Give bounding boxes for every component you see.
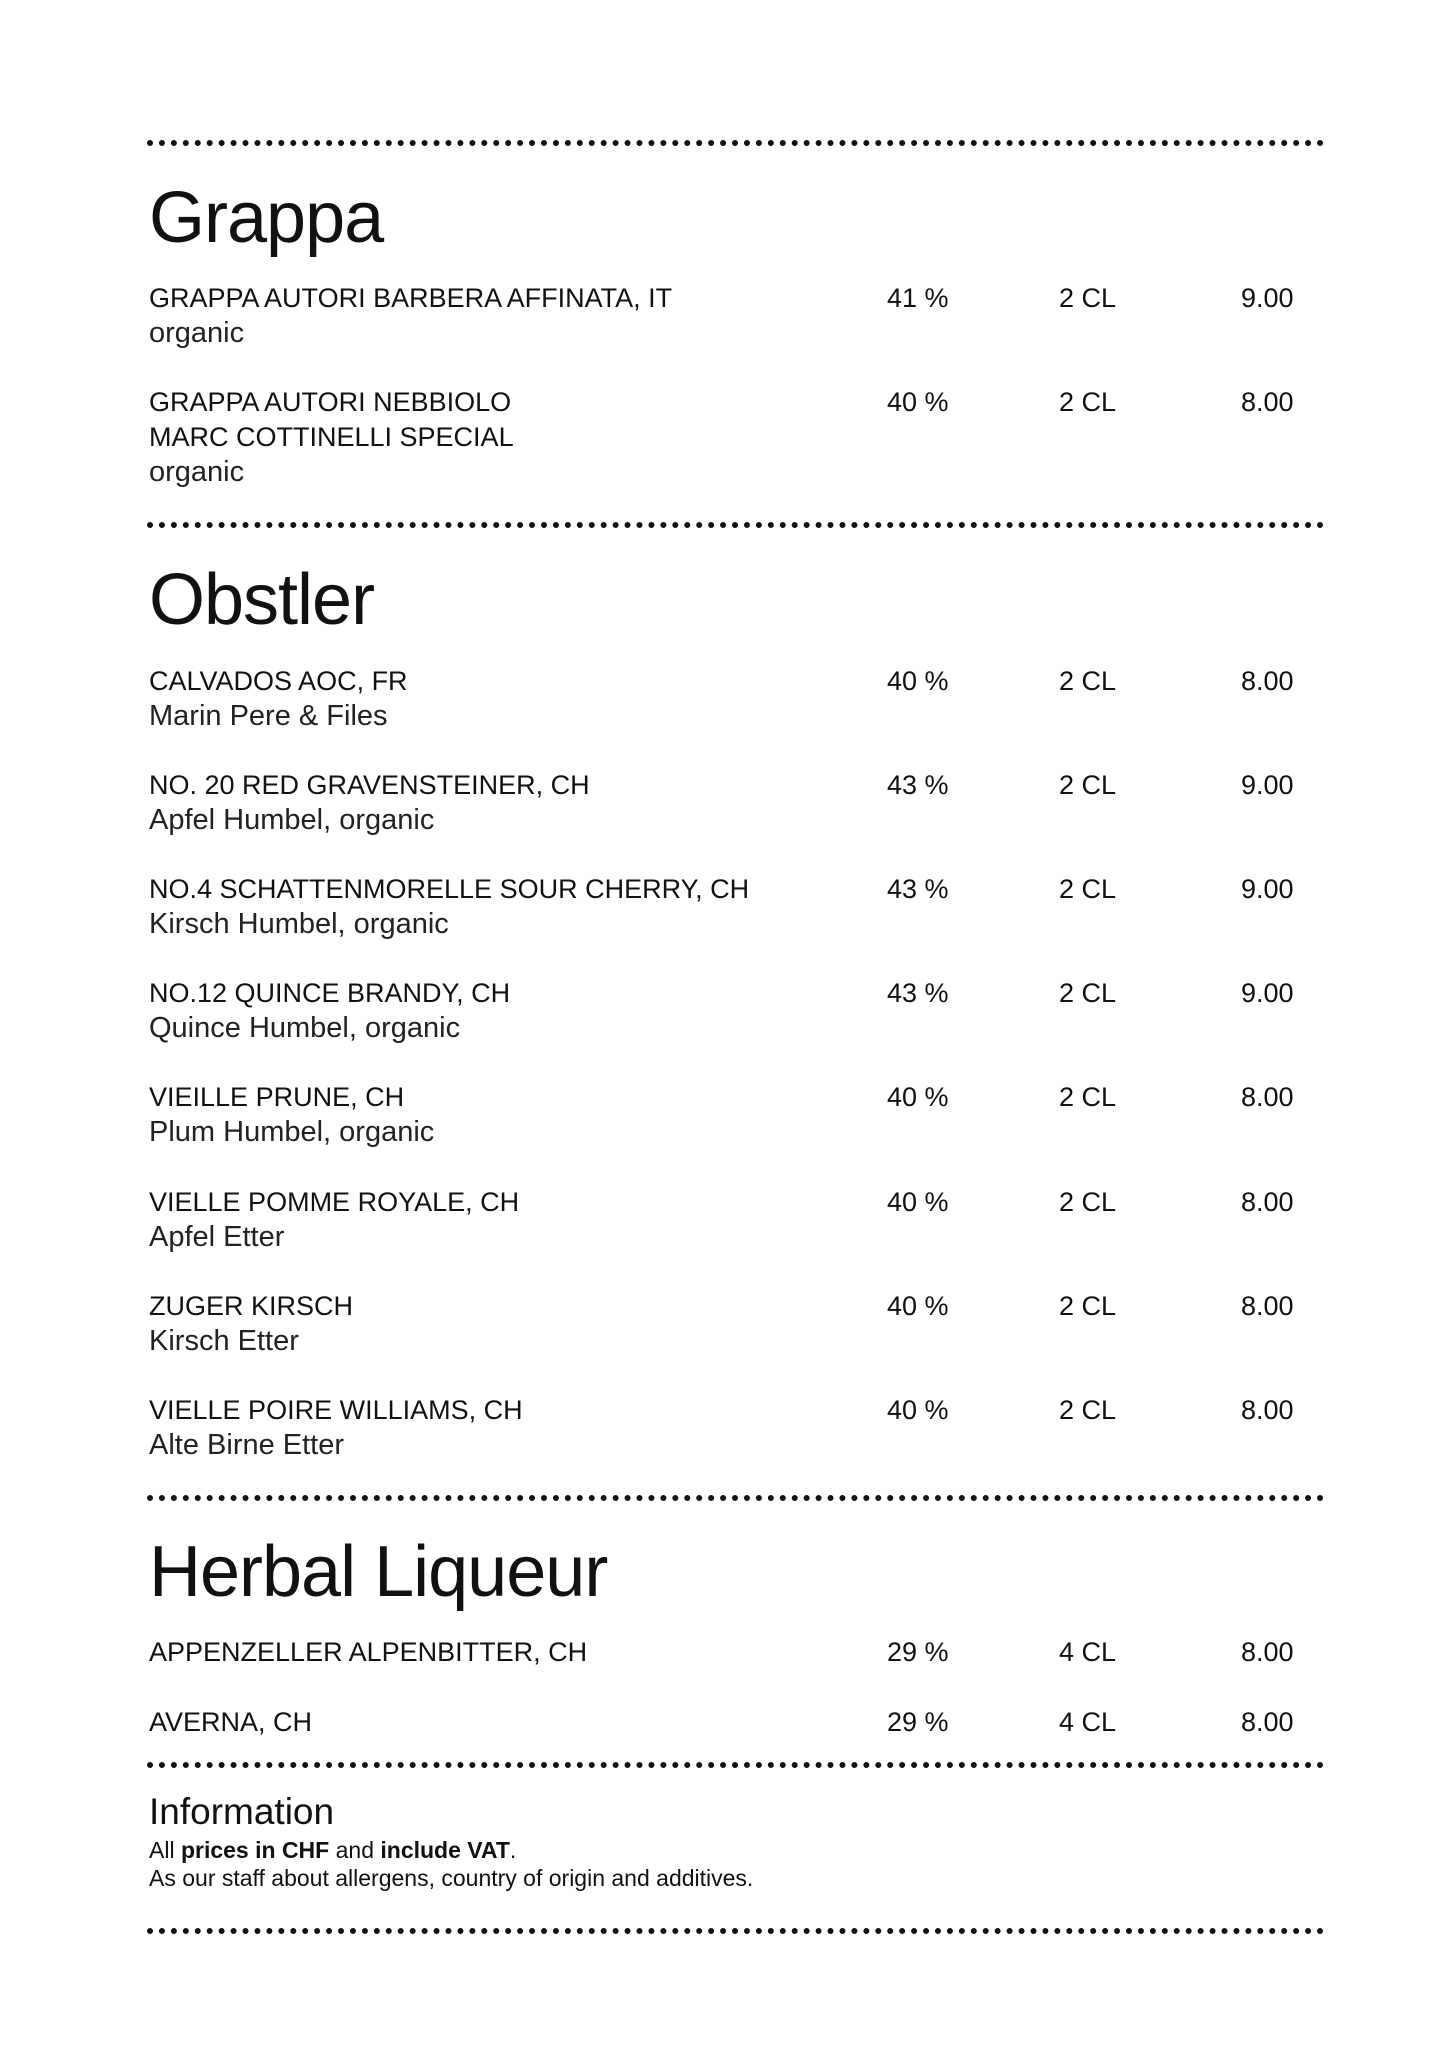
item-description: Kirsch Etter: [149, 1325, 299, 1357]
item-abv: 40 %: [887, 1395, 949, 1425]
item-abv: 43 %: [887, 874, 949, 904]
information-title: Information: [149, 1791, 335, 1832]
information-prices-note: [149, 1836, 516, 1864]
item-name: VIELLE POMME ROYALE, CH: [149, 1187, 520, 1217]
section-title-herbal-liqueur: Herbal Liqueur: [149, 1532, 608, 1612]
item-name: VIELLE POIRE WILLIAMS, CH: [149, 1395, 523, 1425]
item-abv: 43 %: [887, 770, 949, 800]
information-allergens-note: As our staff about allergens, country of origin and additives.: [149, 1865, 754, 1891]
dotted-divider: [147, 522, 1324, 528]
dotted-divider: [147, 1928, 1324, 1934]
menu-item: [147, 1705, 1324, 1745]
item-abv: 40 %: [887, 387, 949, 417]
menu-item: [147, 1635, 1324, 1675]
item-price: 9.00: [1241, 978, 1294, 1008]
item-volume: 2 CL: [1059, 1187, 1117, 1217]
menu-item: [147, 664, 1324, 744]
item-volume: 4 CL: [1059, 1707, 1117, 1737]
item-description: Apfel Humbel, organic: [149, 804, 435, 836]
item-volume: 2 CL: [1059, 387, 1117, 417]
item-volume: 2 CL: [1059, 978, 1117, 1008]
item-abv: 40 %: [887, 1187, 949, 1217]
menu-item: [147, 768, 1324, 848]
item-description: organic: [149, 317, 245, 349]
menu-item: [147, 976, 1324, 1056]
item-abv: 29 %: [887, 1707, 949, 1737]
item-price: 9.00: [1241, 874, 1294, 904]
item-name: NO.12 QUINCE BRANDY, CH: [149, 978, 511, 1008]
dotted-divider: [147, 1495, 1324, 1501]
item-name: NO. 20 RED GRAVENSTEINER, CH: [149, 770, 590, 800]
item-abv: 43 %: [887, 978, 949, 1008]
item-name: AVERNA, CH: [149, 1707, 313, 1737]
item-abv: 29 %: [887, 1637, 949, 1667]
menu-item: [147, 872, 1324, 952]
section-title-grappa: Grappa: [149, 178, 384, 258]
item-price: 8.00: [1241, 1291, 1294, 1321]
info-text: .: [509, 1837, 517, 1863]
item-volume: 2 CL: [1059, 1395, 1117, 1425]
item-price: 8.00: [1241, 1395, 1294, 1425]
menu-item: [147, 385, 1324, 488]
item-abv: 41 %: [887, 283, 949, 313]
dotted-divider: [147, 1762, 1324, 1768]
menu-item: [147, 1080, 1324, 1160]
item-name: APPENZELLER ALPENBITTER, CH: [149, 1637, 588, 1667]
item-description: Plum Humbel, organic: [149, 1116, 435, 1148]
item-volume: 2 CL: [1059, 874, 1117, 904]
menu-item: [147, 281, 1324, 361]
item-volume: 2 CL: [1059, 1082, 1117, 1112]
item-name: VIEILLE PRUNE, CH: [149, 1082, 405, 1112]
info-bold-text: include VAT: [380, 1837, 510, 1863]
item-price: 9.00: [1241, 283, 1294, 313]
item-price: 8.00: [1241, 1637, 1294, 1667]
item-name: GRAPPA AUTORI NEBBIOLO: [149, 387, 512, 417]
item-description: Kirsch Humbel, organic: [149, 908, 449, 940]
item-abv: 40 %: [887, 1082, 949, 1112]
item-price: 8.00: [1241, 1707, 1294, 1737]
item-volume: 2 CL: [1059, 666, 1117, 696]
info-bold-text: prices in CHF: [180, 1837, 330, 1863]
item-description: Marin Pere & Files: [149, 700, 388, 732]
item-volume: 2 CL: [1059, 1291, 1117, 1321]
item-name: CALVADOS AOC, FR: [149, 666, 408, 696]
item-description: organic: [149, 456, 245, 488]
item-volume: 4 CL: [1059, 1637, 1117, 1667]
item-description: Quince Humbel, organic: [149, 1012, 461, 1044]
item-price: 8.00: [1241, 666, 1294, 696]
item-volume: 2 CL: [1059, 283, 1117, 313]
item-price: 8.00: [1241, 1187, 1294, 1217]
dotted-divider: [147, 140, 1324, 146]
info-text: and: [329, 1837, 381, 1863]
item-description: Apfel Etter: [149, 1221, 285, 1253]
item-abv: 40 %: [887, 1291, 949, 1321]
item-name: GRAPPA AUTORI BARBERA AFFINATA, IT: [149, 283, 673, 313]
item-price: 8.00: [1241, 1082, 1294, 1112]
item-volume: 2 CL: [1059, 770, 1117, 800]
menu-item: [147, 1185, 1324, 1265]
item-name: ZUGER KIRSCH: [149, 1291, 354, 1321]
item-name: NO.4 SCHATTENMORELLE SOUR CHERRY, CH: [149, 874, 750, 904]
menu-item: [147, 1393, 1324, 1473]
item-description: Alte Birne Etter: [149, 1429, 345, 1461]
section-title-obstler: Obstler: [149, 560, 375, 640]
item-price: 9.00: [1241, 770, 1294, 800]
item-name-line-2: MARC COTTINELLI SPECIAL: [149, 422, 514, 452]
item-abv: 40 %: [887, 666, 949, 696]
menu-item: [147, 1289, 1324, 1369]
info-text: All: [149, 1837, 181, 1863]
item-price: 8.00: [1241, 387, 1294, 417]
